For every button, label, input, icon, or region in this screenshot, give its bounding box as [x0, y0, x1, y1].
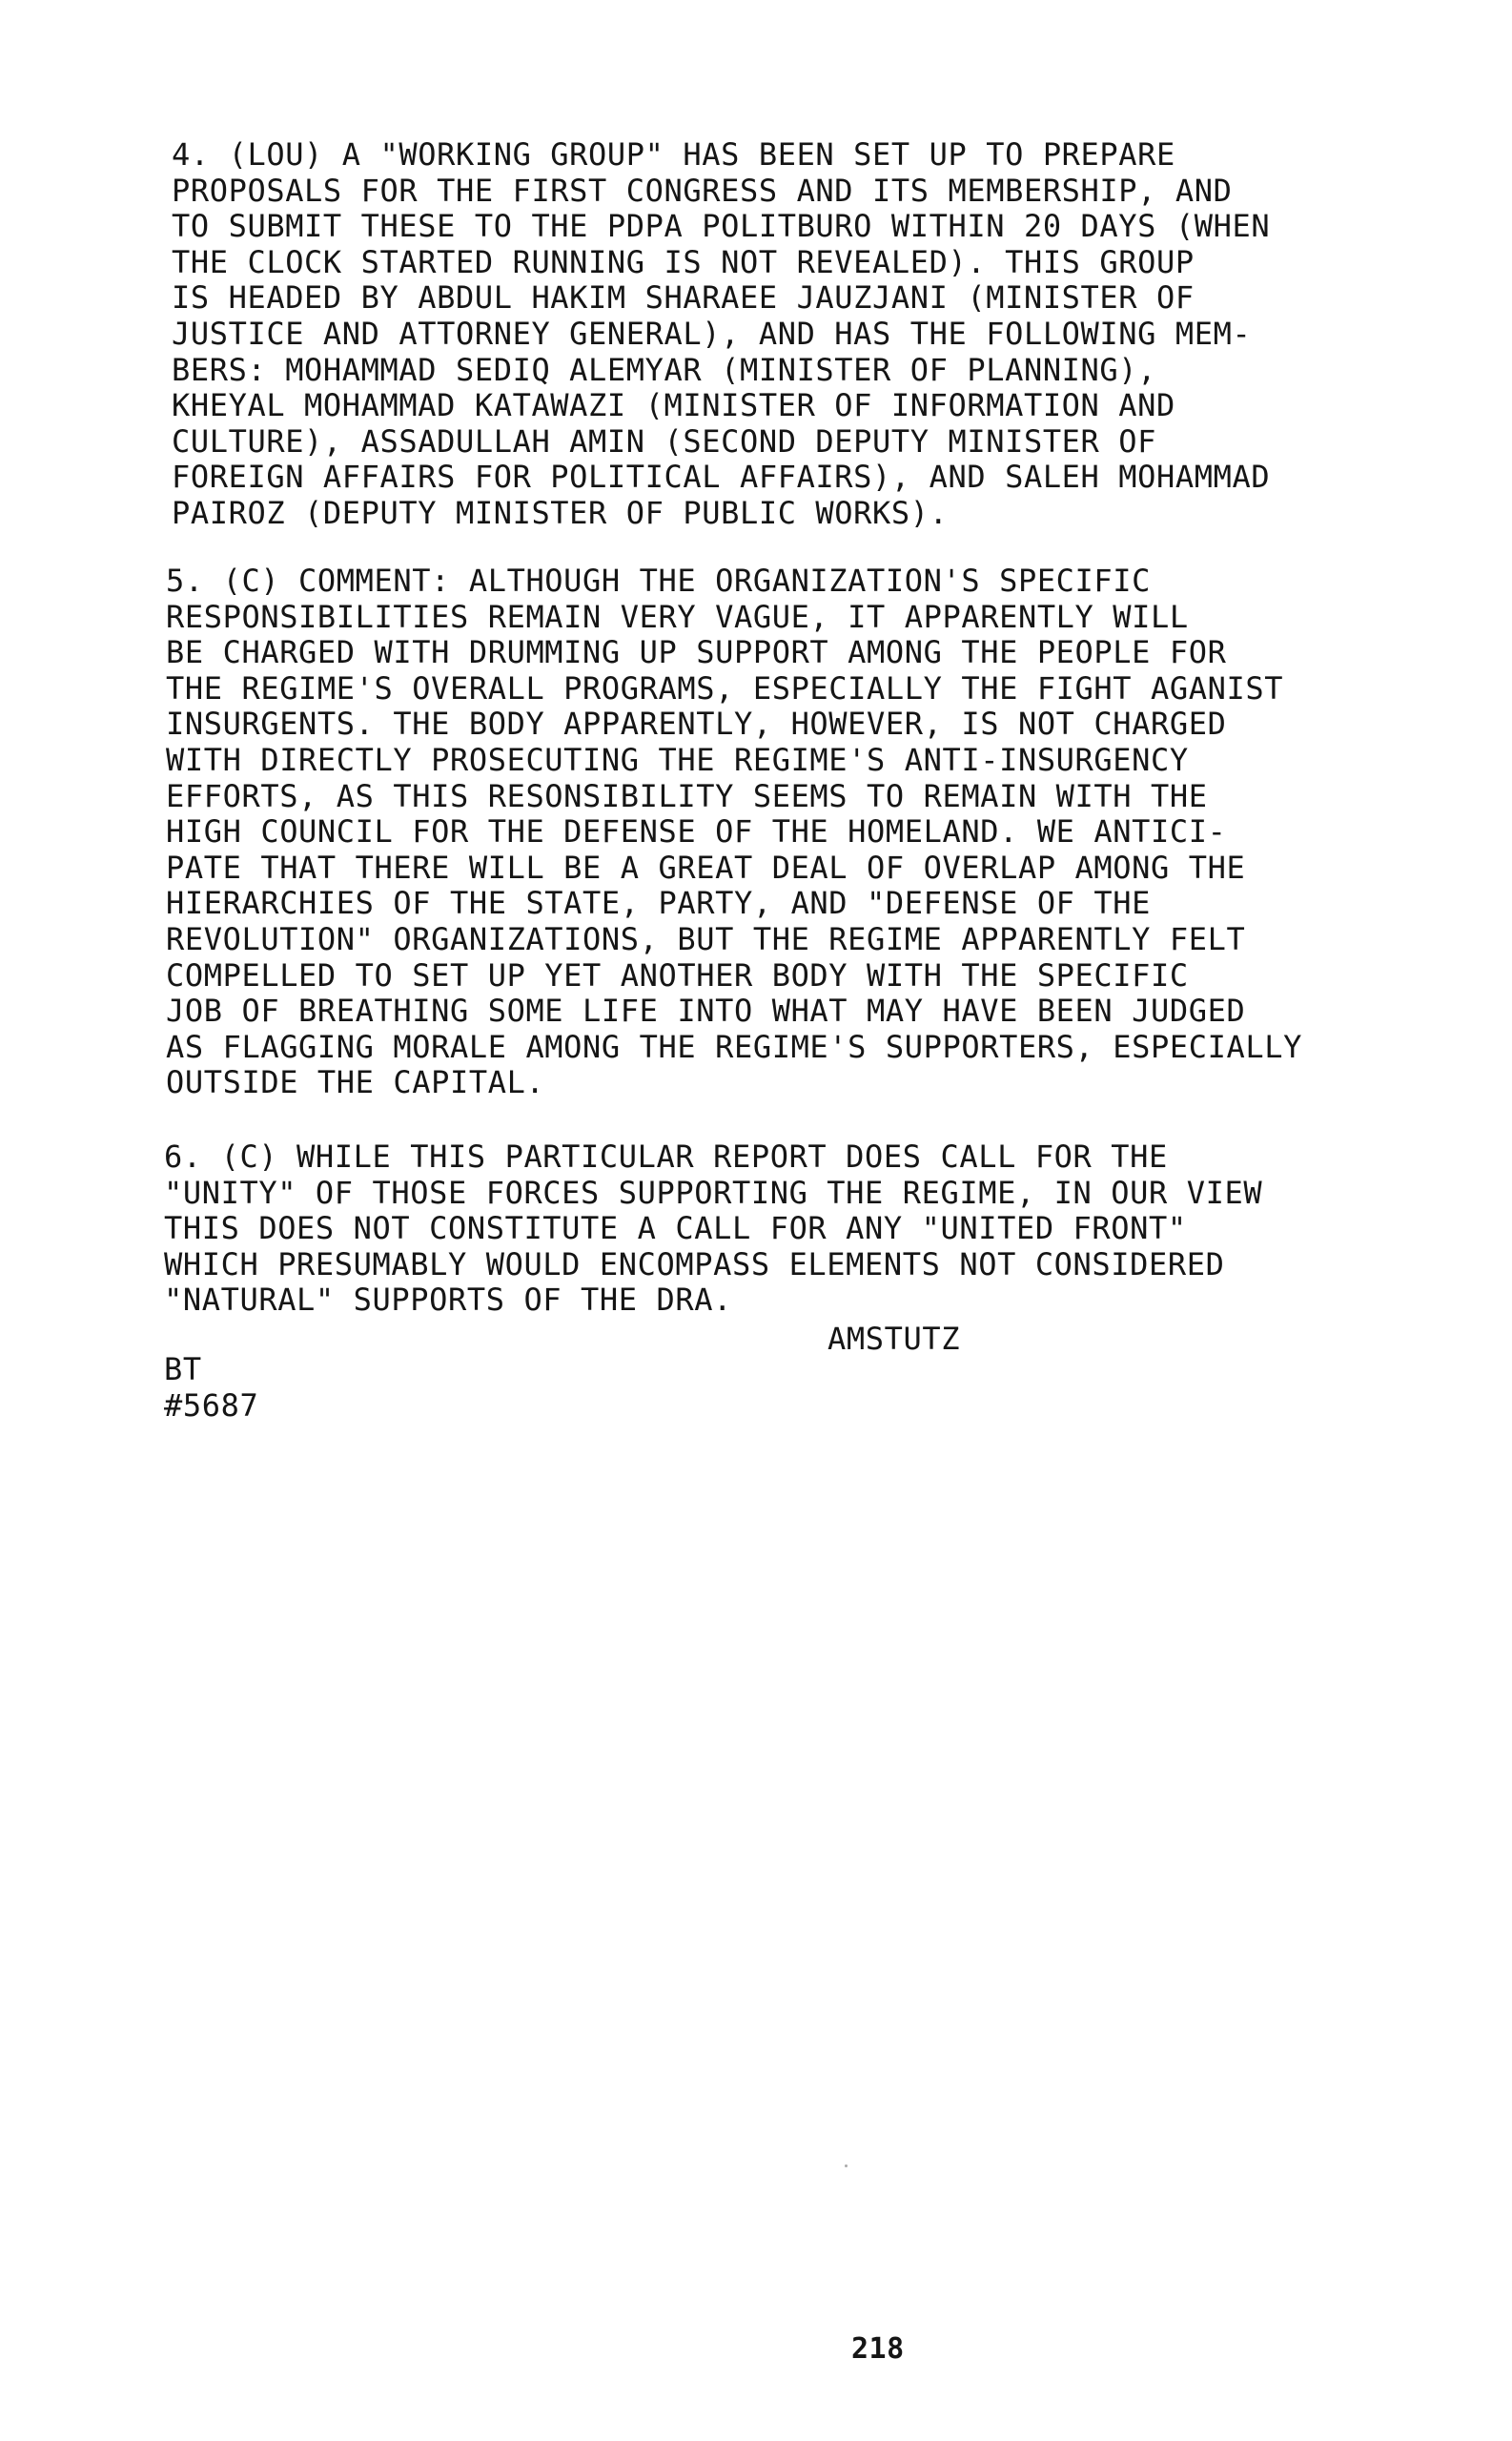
bt-marker: BT	[164, 1351, 202, 1387]
page-number: 218	[851, 2332, 905, 2366]
message-number: #5687	[164, 1387, 259, 1424]
paragraph-6: 6. (C) WHILE THIS PARTICULAR REPORT DOES CALL FOR THE "UNITY" OF THOSE FORCES SUPPORTING THE REGIME, IN OUR VIEW THIS DOES NOT CONSTITUTE A CALL FOR ANY "UNITED FRONT" WHICH PRESUMABLY WOULD ENCOMPASS ELEMENTS NOT CONSIDERED "NATURAL" SUPPORTS OF THE DRA.	[164, 1138, 1263, 1319]
paragraph-4: 4. (LOU) A "WORKING GROUP" HAS BEEN SET UP TO PREPARE PROPOSALS FOR THE FIRST CONGRESS AND ITS MEMBERSHIP, AND TO SUBMIT THESE TO THE PDPA POLITBURO WITHIN 20 DAYS (WHEN THE CLOCK STARTED RUNNING IS NOT REVEALED). THIS GROUP IS HEADED BY ABDUL HAKIM SHARAEE JAUZJANI (MINISTER OF JUSTICE AND ATTORNEY GENERAL), AND HAS THE FOLLOWING MEM- BERS: MOHAMMAD SEDIQ ALEMYAR (MINISTER OF PLANNING), KHEYAL MOHAMMAD KATAWAZI (MINISTER OF INFORMATION AND CULTURE), ASSADULLAH AMIN (SECOND DEPUTY MINISTER OF FOREIGN AFFAIRS FOR POLITICAL AFFAIRS), AND SALEH MOHAMMAD PAIROZ (DEPUTY MINISTER OF PUBLIC WORKS).	[172, 136, 1271, 531]
paragraph-5-comment: 5. (C) COMMENT: ALTHOUGH THE ORGANIZATION'S SPECIFIC RESPONSIBILITIES REMAIN VERY VAGUE, IT APPARENTLY WILL BE CHARGED WITH DRUMMING UP SUPPORT AMONG THE PEOPLE FOR THE REGIME'S OVERALL PROGRAMS, ESPECIALLY THE FIGHT AGANIST INSURGENTS. THE BODY APPARENTLY, HOWEVER, IS NOT CHARGED WITH DIRECTLY PROSECUTING THE REGIME'S ANTI-INSURGENCY EFFORTS, AS THIS RESONSIBILITY SEEMS TO REMAIN WITH THE HIGH COUNCIL FOR THE DEFENSE OF THE HOMELAND. WE ANTICI- PATE THAT THERE WILL BE A GREAT DEAL OF OVERLAP AMONG THE HIERARCHIES OF THE STATE, PARTY, AND "DEFENSE OF THE REVOLUTION" ORGANIZATIONS, BUT THE REGIME APPARENTLY FELT COMPELLED TO SET UP YET ANOTHER BODY WITH THE SPECIFIC JOB OF BREATHING SOME LIFE INTO WHAT MAY HAVE BEEN JUDGED AS FLAGGING MORALE AMONG THE REGIME'S SUPPORTERS, ESPECIALLY OUTSIDE THE CAPITAL.	[166, 563, 1302, 1101]
signature: AMSTUTZ	[828, 1321, 961, 1357]
scan-speck	[845, 2164, 848, 2167]
